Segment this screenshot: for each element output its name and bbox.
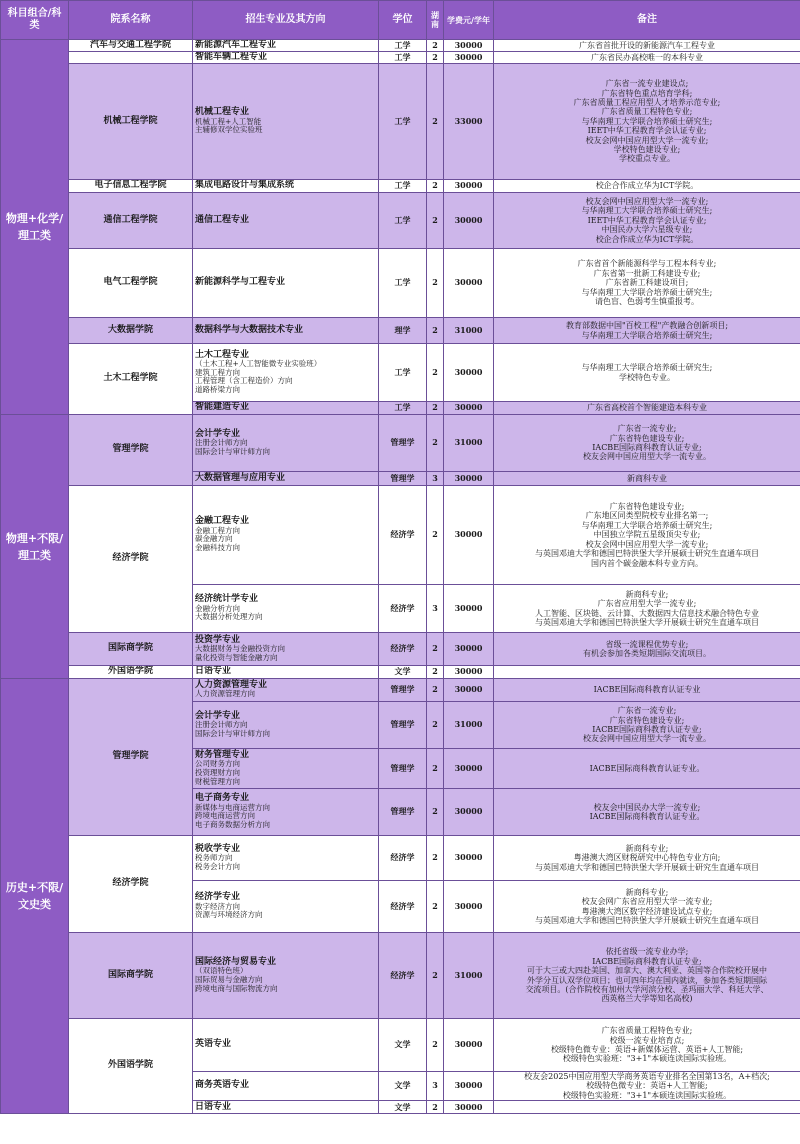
note-line: 校友会网中国应用型大学一流专业。 bbox=[583, 452, 711, 462]
major-cell bbox=[193, 933, 379, 1019]
major-cell bbox=[193, 415, 379, 472]
note-line: 新商科专业 bbox=[627, 473, 667, 483]
note-line: 广东省首批开设的新能源汽车工程专业 bbox=[579, 40, 715, 50]
degree-cell: 文学 bbox=[379, 1019, 427, 1072]
note-line: 校级特色微专业：英语+新媒体运营、英语+人工智能; bbox=[550, 1045, 744, 1054]
years-cell: 3 bbox=[427, 1072, 444, 1101]
fee-cell: 31000 bbox=[444, 318, 494, 344]
table-row bbox=[1, 318, 800, 344]
note-line: 与英国邓迪大学和德国巴特洪堡大学开展硕士研究生直通车项目 bbox=[535, 862, 759, 872]
major-direction: 道路桥梁方向 bbox=[195, 384, 240, 394]
major-cell bbox=[193, 193, 379, 249]
note-line: 有机会参加各类短期国际交流项目。 bbox=[583, 649, 711, 658]
fee-cell: 30000 bbox=[444, 193, 494, 249]
note-line: 与华南理工大学联合培养硕士研究生; bbox=[581, 287, 713, 297]
years-cell: 2 bbox=[427, 64, 444, 180]
fee-cell: 31000 bbox=[444, 702, 494, 749]
major-cell bbox=[193, 344, 379, 402]
note-line: 新商科专业; bbox=[625, 843, 669, 853]
notes-cell bbox=[494, 933, 800, 1019]
degree-cell: 经济学 bbox=[379, 933, 427, 1019]
fee-cell: 31000 bbox=[444, 415, 494, 472]
degree-cell: 工学 bbox=[379, 344, 427, 402]
note-line: 省级一流课程优势专业; bbox=[605, 639, 689, 649]
major-direction: 电子商务数据分析方向 bbox=[195, 820, 270, 829]
note-line: 与华南理工大学联合培养硕士研究生; bbox=[581, 206, 713, 216]
note-line: 校友会网中国应用型大学一流专业。 bbox=[583, 734, 711, 744]
notes-cell bbox=[494, 344, 800, 402]
major-cell bbox=[193, 881, 379, 933]
degree-cell: 经济学 bbox=[379, 486, 427, 585]
note-line: 交流项目。(合作院校有加州大学河滨分校、圣玛丽大学、科廷大学、 bbox=[525, 984, 769, 994]
notes-cell bbox=[494, 881, 800, 933]
note-line: 西英格兰大学等知名高校) bbox=[601, 994, 693, 1004]
major-direction: 国际贸易与金融方向 bbox=[195, 974, 263, 984]
note-line: 广东省民办高校唯一的本科专业 bbox=[591, 52, 703, 62]
note-line: 与华南理工大学联合培养硕士研究生; bbox=[581, 520, 713, 530]
degree-cell: 工学 bbox=[379, 40, 427, 52]
degree-cell: 管理学 bbox=[379, 415, 427, 472]
college-cell: 国际商学院 bbox=[69, 933, 193, 1019]
header-college: 院系名称 bbox=[69, 1, 193, 40]
major-name: 金融工程专业 bbox=[195, 516, 250, 527]
note-line: 广东省一流专业; bbox=[617, 706, 677, 716]
note-line: 校友会网中国应用型大学一流专业; bbox=[585, 135, 709, 145]
major-direction: 工程管理（含工程造价）方向 bbox=[195, 376, 293, 386]
college-cell: 电气工程学院 bbox=[69, 249, 193, 318]
major-direction: 国际会计与审计师方向 bbox=[195, 446, 270, 456]
degree-cell: 工学 bbox=[379, 64, 427, 180]
notes-cell bbox=[494, 52, 800, 64]
major-direction: 新媒体与电商运营方向 bbox=[195, 802, 270, 812]
note-line: 学校重点专业。 bbox=[619, 154, 675, 164]
notes-cell bbox=[494, 789, 800, 836]
table-row bbox=[1, 249, 800, 318]
years-cell: 2 bbox=[427, 789, 444, 836]
note-line: 校友会2025中国应用型大学商务英语专业排名全国第13名，A+档次; bbox=[524, 1072, 770, 1081]
major-name: 日语专业 bbox=[195, 666, 232, 677]
major-direction: 金融分析方向 bbox=[195, 603, 240, 613]
years-cell: 2 bbox=[427, 633, 444, 666]
fee-cell: 30000 bbox=[444, 180, 494, 193]
major-direction: 机械工程+人工智能 bbox=[195, 116, 262, 126]
note-line: 广东省首个新能源科学与工程本科专业; bbox=[577, 259, 717, 269]
degree-cell: 文学 bbox=[379, 666, 427, 679]
note-line: 校级特色微专业：英语+人工智能; bbox=[586, 1081, 708, 1091]
header-subject: 科目组合/科类 bbox=[1, 1, 69, 40]
notes-cell bbox=[494, 633, 800, 666]
fee-cell: 33000 bbox=[444, 64, 494, 180]
major-name: 商务英语专业 bbox=[195, 1080, 250, 1091]
fee-cell: 30000 bbox=[444, 666, 494, 679]
table-row bbox=[1, 1019, 800, 1072]
major-name: 投资学专业 bbox=[195, 634, 241, 645]
table-row bbox=[1, 180, 800, 193]
notes-cell bbox=[494, 64, 800, 180]
note-line: 校友会中国民办大学一流专业; bbox=[593, 802, 701, 812]
major-name: 人力资源管理专业 bbox=[195, 680, 268, 690]
note-line: IACBE国际商科教育认证专业。 bbox=[589, 763, 705, 773]
note-line: 依托省级一流专业办学; bbox=[605, 947, 689, 957]
note-line: 广东地区同类型院校专业排名第一; bbox=[585, 511, 709, 521]
table-row bbox=[1, 836, 800, 881]
major-direction: 税务会计方向 bbox=[195, 861, 240, 871]
notes-cell bbox=[494, 318, 800, 344]
table-row bbox=[1, 193, 800, 249]
note-line: 校友会网广东省应用型大学一流专业; bbox=[581, 897, 713, 907]
note-line: 广东省新工科建设项目; bbox=[605, 278, 689, 288]
major-direction: （双语特色班） bbox=[195, 966, 248, 976]
note-line: 请色盲、色弱考生慎重报考。 bbox=[595, 297, 699, 307]
note-line: 新商科专业; bbox=[625, 887, 669, 897]
degree-cell: 工学 bbox=[379, 180, 427, 193]
note-line: IACBE国际商科教育认证专业; bbox=[592, 725, 702, 734]
note-line: 广东省质量工程特色专业; bbox=[601, 1026, 693, 1036]
fee-cell: 30000 bbox=[444, 633, 494, 666]
table-row bbox=[1, 933, 800, 1019]
college-cell: 外国语学院 bbox=[69, 666, 193, 679]
college-cell: 汽车与交通工程学院 bbox=[69, 40, 193, 52]
note-line: 校友会网中国应用型大学一流专业; bbox=[585, 539, 709, 549]
major-cell bbox=[193, 52, 379, 64]
degree-cell: 经济学 bbox=[379, 585, 427, 633]
note-line: 与英国邓迪大学和德国巴特洪堡大学开展硕士研究生直通车项目 bbox=[535, 549, 759, 559]
note-line: 广东省质量工程应用型人才培养示范专业; bbox=[573, 97, 721, 107]
major-cell bbox=[193, 836, 379, 881]
major-direction: 公司财务方向 bbox=[195, 759, 240, 769]
note-line: 粤港澳大湾区数字经济建设试点专业; bbox=[581, 906, 713, 916]
major-name: 电子商务专业 bbox=[195, 793, 250, 804]
fee-cell: 31000 bbox=[444, 933, 494, 1019]
college-cell: 经济学院 bbox=[69, 836, 193, 933]
table-row bbox=[1, 415, 800, 472]
major-cell bbox=[193, 249, 379, 318]
major-name: 税收学专业 bbox=[195, 843, 241, 854]
major-cell bbox=[193, 633, 379, 666]
table-row bbox=[1, 666, 800, 679]
header-notes: 备注 bbox=[494, 1, 800, 40]
header-fee: 学费元/学年 bbox=[444, 1, 494, 40]
note-line: 校级一流专业培育点; bbox=[609, 1035, 685, 1045]
college-cell: 大数据学院 bbox=[69, 318, 193, 344]
header-years: 湖南 bbox=[427, 1, 444, 40]
years-cell: 2 bbox=[427, 486, 444, 585]
note-line: 与英国邓迪大学和德国巴特洪堡大学开展硕士研究生直通车项目 bbox=[535, 617, 759, 627]
major-name: 经济学专业 bbox=[195, 892, 241, 903]
note-line: 国内首个碳金融本科专业方向。 bbox=[591, 558, 703, 568]
years-cell: 2 bbox=[427, 1101, 444, 1114]
major-direction: 数字经济方向 bbox=[195, 901, 240, 911]
degree-cell: 管理学 bbox=[379, 679, 427, 702]
notes-cell bbox=[494, 180, 800, 193]
college-cell: 国际商学院 bbox=[69, 633, 193, 666]
major-cell bbox=[193, 318, 379, 344]
major-cell bbox=[193, 702, 379, 749]
degree-cell: 经济学 bbox=[379, 881, 427, 933]
years-cell: 3 bbox=[427, 585, 444, 633]
degree-cell: 管理学 bbox=[379, 472, 427, 486]
degree-cell: 文学 bbox=[379, 1072, 427, 1101]
fee-cell: 30000 bbox=[444, 472, 494, 486]
major-direction: 金融工程方向 bbox=[195, 525, 240, 535]
years-cell: 2 bbox=[427, 249, 444, 318]
header-row bbox=[1, 1, 800, 40]
major-direction: 资源与环境经济方向 bbox=[195, 910, 263, 920]
years-cell: 2 bbox=[427, 180, 444, 193]
degree-cell: 文学 bbox=[379, 1101, 427, 1114]
note-line: 与华南理工大学联合培养硕士研究生; bbox=[581, 330, 713, 340]
note-line: 校级特色实验班："3+1"本硕连读国际实验班。 bbox=[562, 1090, 732, 1100]
college-cell: 管理学院 bbox=[69, 679, 193, 836]
major-cell bbox=[193, 1101, 379, 1114]
college-cell: 机械工程学院 bbox=[69, 64, 193, 180]
major-name: 英语专业 bbox=[195, 1039, 232, 1050]
years-cell: 2 bbox=[427, 193, 444, 249]
note-line: 学校特色建设专业; bbox=[613, 145, 681, 155]
notes-cell bbox=[494, 1072, 800, 1101]
note-line: 广东省特色重点培育学科; bbox=[601, 88, 693, 98]
years-cell: 2 bbox=[427, 836, 444, 881]
major-name: 新能源汽车工程专业 bbox=[195, 39, 277, 50]
years-cell: 2 bbox=[427, 749, 444, 789]
note-line: IACBE国际商科教育认证专业; bbox=[592, 443, 702, 452]
years-cell: 2 bbox=[427, 40, 444, 52]
note-line: 校企合作成立华为ICT学院。 bbox=[595, 234, 699, 244]
major-cell bbox=[193, 585, 379, 633]
degree-cell: 管理学 bbox=[379, 749, 427, 789]
degree-cell: 工学 bbox=[379, 193, 427, 249]
years-cell: 2 bbox=[427, 881, 444, 933]
note-line: 广东省质量工程特色专业; bbox=[601, 107, 693, 117]
degree-cell: 理学 bbox=[379, 318, 427, 344]
header-degree: 学位 bbox=[379, 1, 427, 40]
major-name: 机械工程专业 bbox=[195, 107, 250, 118]
note-line: 教育部数据中国"百校工程"产教融合创新项目; bbox=[565, 321, 729, 331]
years-cell: 2 bbox=[427, 933, 444, 1019]
notes-cell bbox=[494, 585, 800, 633]
note-line: 新商科专业; bbox=[625, 589, 669, 599]
table-row bbox=[1, 40, 800, 52]
notes-cell bbox=[494, 402, 800, 415]
note-line: 广东省特色建设专业; bbox=[609, 433, 685, 443]
table-row bbox=[1, 52, 800, 64]
notes-cell bbox=[494, 193, 800, 249]
major-cell bbox=[193, 40, 379, 52]
degree-cell: 工学 bbox=[379, 52, 427, 64]
college-cell: 土木工程学院 bbox=[69, 344, 193, 415]
major-cell bbox=[193, 64, 379, 180]
major-cell bbox=[193, 402, 379, 415]
notes-cell bbox=[494, 249, 800, 318]
note-line: 中国独立学院五星级顶尖专业; bbox=[593, 530, 701, 540]
major-direction: 税务师方向 bbox=[195, 853, 233, 863]
fee-cell: 30000 bbox=[444, 749, 494, 789]
note-line: 可于大三或大四赴美国、加拿大、澳大利亚、英国等合作院校开展中 bbox=[527, 966, 767, 976]
major-name: 通信工程专业 bbox=[195, 214, 250, 225]
college-cell bbox=[69, 52, 193, 64]
fee-cell: 30000 bbox=[444, 40, 494, 52]
major-direction: 建筑工程方向 bbox=[195, 367, 240, 377]
degree-cell: 工学 bbox=[379, 249, 427, 318]
notes-cell bbox=[494, 1019, 800, 1072]
notes-cell bbox=[494, 679, 800, 702]
note-line: IACBE国际商科教育认证专业。 bbox=[589, 812, 705, 821]
major-direction: 跨境电商运营方向 bbox=[195, 811, 255, 821]
note-line: 广东省一流专业建设点; bbox=[605, 79, 689, 89]
years-cell: 2 bbox=[427, 666, 444, 679]
fee-cell: 30000 bbox=[444, 1101, 494, 1114]
years-cell: 2 bbox=[427, 679, 444, 702]
major-name: 会计学专业 bbox=[195, 710, 241, 721]
note-line: 外学分互认双学位项目；也可四年均在国内就读，参加各类短期国际 bbox=[527, 975, 767, 985]
college-cell: 管理学院 bbox=[69, 415, 193, 486]
notes-cell bbox=[494, 486, 800, 585]
fee-cell: 30000 bbox=[444, 585, 494, 633]
major-direction: 大数据财务与金融投资方向 bbox=[195, 644, 285, 654]
note-line: 粤港澳大湾区财税研究中心特色专业方向; bbox=[573, 853, 721, 863]
fee-cell: 30000 bbox=[444, 249, 494, 318]
table-row bbox=[1, 633, 800, 666]
subject-group-cell: 物理+不限/理工类 bbox=[1, 415, 69, 679]
years-cell: 2 bbox=[427, 52, 444, 64]
fee-cell: 30000 bbox=[444, 789, 494, 836]
years-cell: 2 bbox=[427, 344, 444, 402]
fee-cell: 30000 bbox=[444, 344, 494, 402]
note-line: 广东省应用型大学一流专业; bbox=[597, 599, 697, 609]
major-direction: 大数据分析处理方向 bbox=[195, 612, 263, 622]
degree-cell: 经济学 bbox=[379, 836, 427, 881]
college-cell: 电子信息工程学院 bbox=[69, 180, 193, 193]
fee-cell: 30000 bbox=[444, 1019, 494, 1072]
notes-cell bbox=[494, 40, 800, 52]
table-row bbox=[1, 679, 800, 702]
years-cell: 2 bbox=[427, 402, 444, 415]
college-cell: 通信工程学院 bbox=[69, 193, 193, 249]
header-major: 招生专业及其方向 bbox=[193, 1, 379, 40]
note-line: 广东省高校首个智能建造本科专业 bbox=[587, 403, 707, 413]
major-direction: 财税管理方向 bbox=[195, 776, 240, 786]
major-direction: 注册会计师方向 bbox=[195, 720, 248, 730]
major-name: 土木工程专业 bbox=[195, 349, 250, 360]
note-line: 与华南理工大学联合培养硕士研究生; bbox=[581, 116, 713, 126]
major-cell bbox=[193, 679, 379, 702]
major-direction: 碳金融方向 bbox=[195, 534, 233, 544]
note-line: 广东省特色建设专业; bbox=[609, 502, 685, 512]
major-name: 财务管理专业 bbox=[195, 749, 250, 760]
note-line: IACBE国际商科教育认证专业; bbox=[592, 956, 702, 966]
major-cell bbox=[193, 789, 379, 836]
fee-cell: 30000 bbox=[444, 52, 494, 64]
major-name: 经济统计学专业 bbox=[195, 594, 259, 605]
major-direction: 主辅修双学位实验班 bbox=[195, 125, 263, 135]
notes-cell bbox=[494, 749, 800, 789]
fee-cell: 30000 bbox=[444, 881, 494, 933]
major-cell bbox=[193, 180, 379, 193]
notes-cell bbox=[494, 1101, 800, 1114]
years-cell: 2 bbox=[427, 318, 444, 344]
major-name: 集成电路设计与集成系统 bbox=[195, 180, 295, 191]
note-line: 广东省特色建设专业; bbox=[609, 715, 685, 725]
subject-group-cell: 历史+不限/文史类 bbox=[1, 679, 69, 1114]
notes-cell bbox=[494, 702, 800, 749]
subject-group-cell: 物理+化学/理工类 bbox=[1, 40, 69, 415]
table-row bbox=[1, 64, 800, 180]
notes-cell bbox=[494, 666, 800, 679]
major-cell bbox=[193, 486, 379, 585]
college-cell: 外国语学院 bbox=[69, 1019, 193, 1114]
degree-cell: 管理学 bbox=[379, 789, 427, 836]
fee-cell: 30000 bbox=[444, 1072, 494, 1101]
years-cell: 2 bbox=[427, 1019, 444, 1072]
note-line: 校企合作成立华为ICT学院。 bbox=[595, 181, 699, 191]
fee-cell: 30000 bbox=[444, 836, 494, 881]
note-line: IEET中华工程教育学会认证专业; bbox=[587, 126, 707, 136]
note-line: 人工智能、区块链、云计算、大数据四大信息技术融合特色专业 bbox=[535, 608, 759, 618]
notes-cell bbox=[494, 472, 800, 486]
note-line: 广东省一流专业; bbox=[617, 424, 677, 434]
major-name: 日语专业 bbox=[195, 1101, 232, 1112]
notes-cell bbox=[494, 415, 800, 472]
fee-cell: 30000 bbox=[444, 486, 494, 585]
major-cell bbox=[193, 666, 379, 679]
note-line: IEET中华工程教育学会认证专业; bbox=[587, 215, 707, 225]
major-direction: 国际会计与审计师方向 bbox=[195, 728, 270, 738]
major-name: 数据科学与大数据技术专业 bbox=[195, 324, 304, 335]
notes-cell bbox=[494, 836, 800, 881]
note-line: 学校特色专业。 bbox=[619, 372, 675, 382]
note-line: 校友会网中国应用型大学一流专业; bbox=[585, 196, 709, 206]
major-name: 会计学专业 bbox=[195, 428, 241, 439]
note-line: 与华南理工大学联合培养硕士研究生; bbox=[581, 363, 713, 373]
major-name: 智能建造专业 bbox=[195, 402, 250, 413]
years-cell: 2 bbox=[427, 702, 444, 749]
years-cell: 3 bbox=[427, 472, 444, 486]
major-name: 智能车辆工程专业 bbox=[195, 51, 268, 62]
major-cell bbox=[193, 472, 379, 486]
major-cell bbox=[193, 1019, 379, 1072]
note-line: IACBE国际商科教育认证专业 bbox=[593, 685, 701, 695]
major-direction: 注册会计师方向 bbox=[195, 438, 248, 448]
major-cell bbox=[193, 1072, 379, 1101]
major-name: 国际经济与贸易专业 bbox=[195, 956, 277, 967]
major-direction: 人力资源管理方向 bbox=[195, 689, 255, 699]
major-direction: 金融科技方向 bbox=[195, 543, 240, 552]
major-direction: 量化投资与智能金融方向 bbox=[195, 652, 278, 662]
major-direction: 跨境电商与国际物流方向 bbox=[195, 983, 278, 993]
note-line: 与英国邓迪大学和德国巴特洪堡大学开展硕士研究生直通车项目 bbox=[535, 915, 759, 925]
degree-cell: 工学 bbox=[379, 402, 427, 415]
table-row bbox=[1, 486, 800, 585]
years-cell: 2 bbox=[427, 415, 444, 472]
degree-cell: 管理学 bbox=[379, 702, 427, 749]
fee-cell: 30000 bbox=[444, 679, 494, 702]
major-direction: 投资理财方向 bbox=[195, 767, 240, 777]
table-row bbox=[1, 344, 800, 402]
major-name: 大数据管理与应用专业 bbox=[195, 472, 286, 483]
college-cell: 经济学院 bbox=[69, 486, 193, 633]
degree-cell: 经济学 bbox=[379, 633, 427, 666]
fee-cell: 30000 bbox=[444, 402, 494, 415]
note-line: 校级特色实验班："3+1"本硕连读国际实验班。 bbox=[562, 1054, 732, 1064]
note-line: 中国民办大学六星级专业; bbox=[601, 225, 693, 235]
major-cell bbox=[193, 749, 379, 789]
major-name: 新能源科学与工程专业 bbox=[195, 277, 286, 288]
major-direction: （土木工程+人工智能微专业实验班） bbox=[195, 359, 322, 369]
note-line: 广东省第一批新工科建设专业; bbox=[593, 268, 701, 278]
